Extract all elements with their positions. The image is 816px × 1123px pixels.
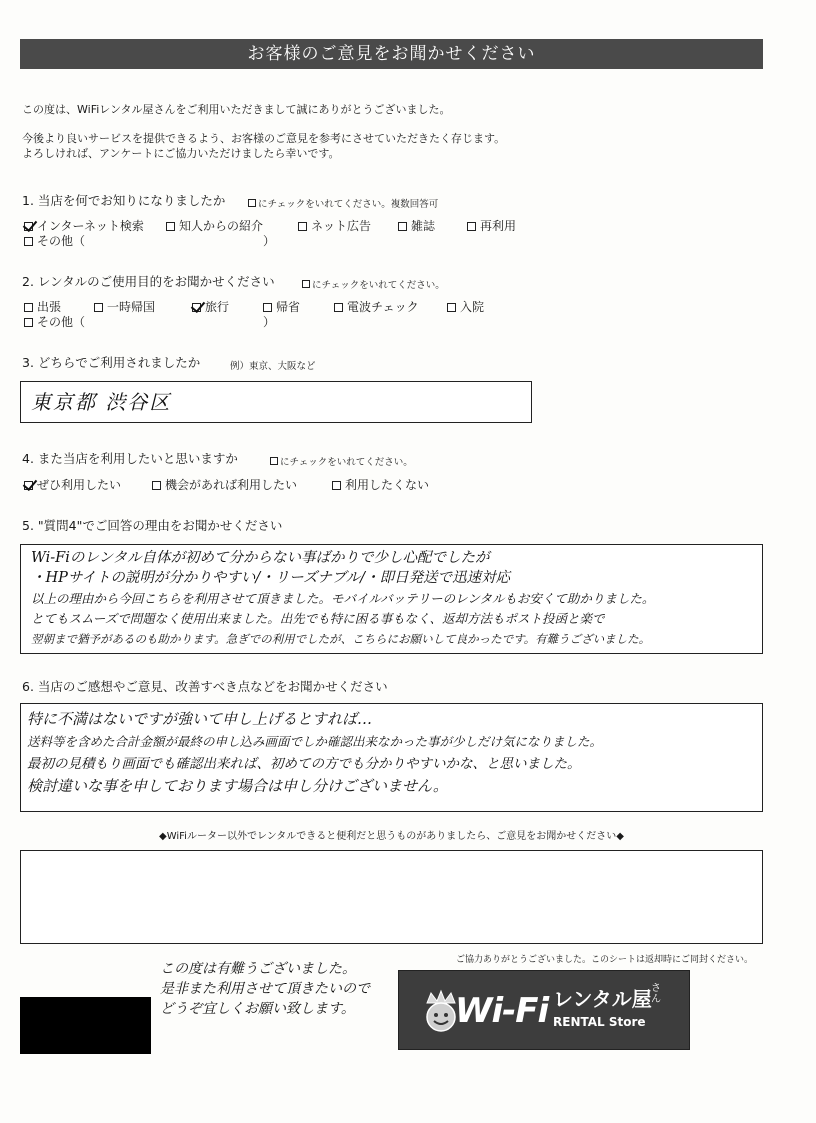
intro-line-1: この度は、WiFiレンタル屋さんをご利用いただきまして誠にありがとうございました。 [22, 103, 451, 116]
question-1-label: 1. 当店を何でお知りになりましたか [22, 193, 226, 208]
feedback-line-4: 検討違いな事を申しております場合は申し分けございません。 [27, 777, 448, 795]
question-5-label: 5. "質問4"でご回答の理由をお聞かせください [22, 518, 283, 533]
other-rental-label: ◆WiFiルーター以外でレンタルできると便利だと思うものがありましたら、ご意見をお聞かせください◆ [159, 831, 624, 842]
other-rental-answer-field[interactable] [20, 850, 763, 944]
question-3-note: 例）東京、大阪など [230, 361, 316, 372]
q2-option-business[interactable]: 出張 [24, 299, 61, 315]
checkbox[interactable] [398, 222, 407, 231]
survey-title: お客様のご意見をお聞かせください [20, 39, 763, 69]
q2-option-travel[interactable]: 旅行 [192, 299, 229, 315]
question-2-note: にチェックをいれてください。 [302, 277, 445, 291]
feedback-answer-field[interactable] [20, 703, 763, 812]
logo-wifi-text: Wi-Fi [455, 991, 549, 1031]
q2-option-other[interactable]: その他（ [24, 314, 85, 330]
checkbox-checked[interactable] [24, 481, 33, 490]
checkbox[interactable] [24, 318, 33, 327]
checkbox[interactable] [298, 222, 307, 231]
footer-thanks: ご協力ありがとうございました。このシートは返却時にご同封ください。 [456, 955, 754, 965]
q4-option-no[interactable]: 利用したくない [332, 477, 429, 493]
q1-option-reuse[interactable]: 再利用 [467, 218, 516, 234]
location-answer-field[interactable] [20, 381, 532, 423]
reason-line-3: 以上の理由から今回こちらを利用させて頂きました。モバイルバッテリーのレンタルもお安くて助かりました。 [31, 591, 655, 606]
handwritten-thanks-1: この度は有難うございました。 [160, 961, 356, 977]
redacted-block [20, 997, 151, 1054]
checkbox[interactable] [447, 303, 456, 312]
checkbox[interactable] [24, 303, 33, 312]
logo-rental-text: レンタル屋 [553, 987, 652, 1011]
checkbox-sample-icon [270, 457, 278, 465]
question-4-label: 4. また当店を利用したいと思いますか [22, 451, 238, 466]
checkbox[interactable] [467, 222, 476, 231]
q1-option-internet[interactable]: インターネット検索 [24, 218, 144, 234]
question-3-label: 3. どちらでご利用されましたか [22, 355, 201, 370]
reason-line-5: 翌朝まで猶予があるのも助かります。急ぎでの利用でしたが、こちらにお願いして良かったです。有難うございました。 [31, 632, 651, 646]
question-6-label: 6. 当店のご感想やご意見、改善すべき点などをお聞かせください [22, 679, 388, 694]
q1-option-magazine[interactable]: 雑誌 [398, 218, 435, 234]
checkbox[interactable] [263, 303, 272, 312]
checkbox-checked[interactable] [24, 222, 33, 231]
intro-line-2: 今後より良いサービスを提供できるよう、お客様のご意見を参考にさせていただきたく存じます。 [22, 132, 506, 145]
q4-option-definitely[interactable]: ぜひ利用したい [24, 477, 121, 493]
logo-san-text: さん [651, 983, 661, 1005]
q2-option-signal-check[interactable]: 電波チェック [334, 299, 419, 315]
reason-line-1: Wi-Fiのレンタル自体が初めて分からない事ばかりで少し心配でしたが [31, 550, 490, 566]
checkbox[interactable] [332, 481, 341, 490]
reason-line-2: ・HPサイトの説明が分かりやすい/・リーズナブル/・即日発送で迅速対応 [31, 570, 511, 586]
checkbox[interactable] [152, 481, 161, 490]
question-2-label: 2. レンタルのご使用目的をお聞かせください [22, 274, 275, 289]
feedback-line-1: 特に不満はないですが強いて申し上げるとすれば… [27, 710, 373, 728]
checkbox[interactable] [166, 222, 175, 231]
q2-other-close: ） [263, 315, 276, 329]
feedback-line-3: 最初の見積もり画面でも確認出来れば、初めての方でも分かりやすいかな、と思いました。 [27, 756, 581, 772]
checkbox[interactable] [94, 303, 103, 312]
feedback-line-2: 送料等を含めた合計金額が最終の申し込み画面でしか確認出来なかった事が少しだけ気になりました。 [27, 734, 603, 749]
q4-option-if-chance[interactable]: 機会があれば利用したい [152, 477, 297, 493]
checkbox[interactable] [334, 303, 343, 312]
store-logo [398, 970, 690, 1050]
q1-other-close: ） [263, 234, 276, 248]
question-1-note: にチェックをいれてください。複数回答可 [248, 196, 438, 210]
question-4-note: にチェックをいれてください。 [270, 454, 413, 468]
location-answer-text: 東京都 渋谷区 [31, 390, 172, 414]
handwritten-thanks-3: どうぞ宜しくお願い致します。 [160, 1001, 355, 1017]
checkbox-sample-icon [302, 280, 310, 288]
handwritten-thanks-2: 是非また利用させて頂きたいので [160, 981, 370, 997]
logo-store-text: RENTAL Store [553, 1015, 646, 1029]
checkbox-sample-icon [248, 199, 256, 207]
q1-option-net-ad[interactable]: ネット広告 [298, 218, 371, 234]
q2-option-return-home[interactable]: 一時帰国 [94, 299, 155, 315]
q2-option-hometown[interactable]: 帰省 [263, 299, 300, 315]
reason-answer-field[interactable] [20, 544, 763, 654]
q1-option-referral[interactable]: 知人からの紹介 [166, 218, 263, 234]
intro-line-3: よろしければ、アンケートにご協力いただけましたら幸いです。 [22, 147, 340, 160]
reason-line-4: とてもスムーズで問題なく使用出来ました。出先でも特に困る事もなく、返却方法もポスト投函と楽で [31, 611, 605, 626]
q2-option-hospital[interactable]: 入院 [447, 299, 484, 315]
q1-option-other[interactable]: その他（ [24, 233, 85, 249]
checkbox[interactable] [24, 237, 33, 246]
checkbox-checked[interactable] [192, 303, 201, 312]
